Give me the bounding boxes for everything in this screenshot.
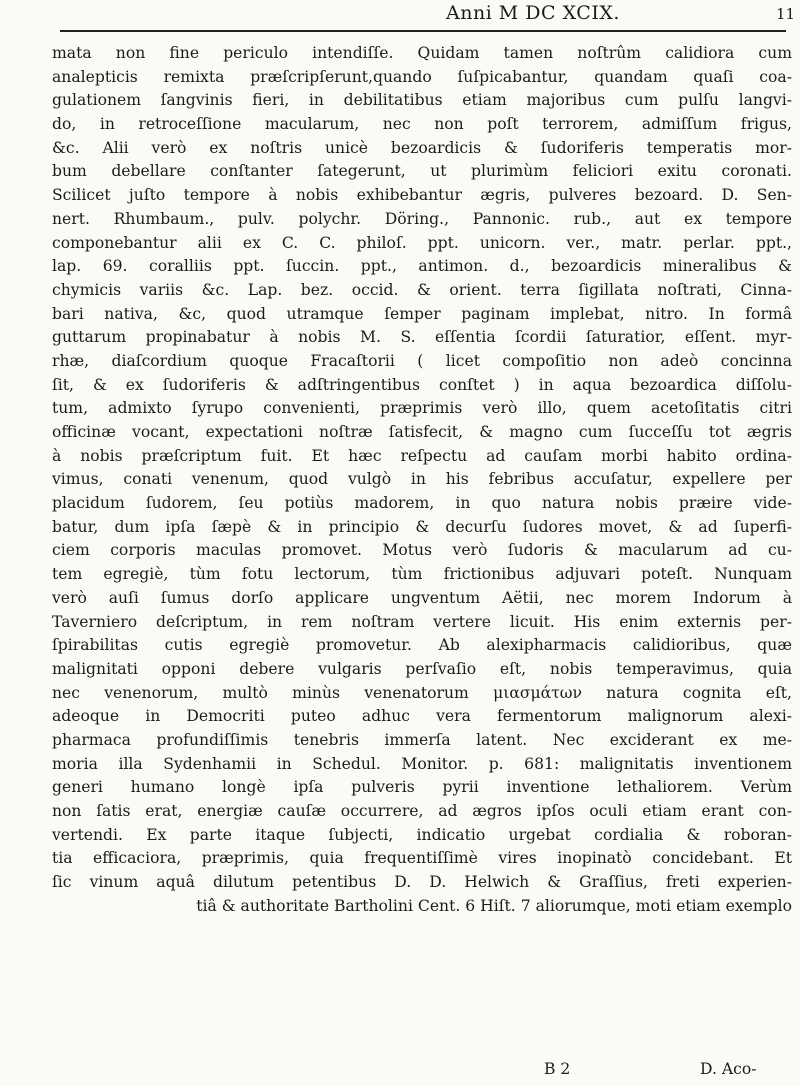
text-line: tem egregiè, tùm fotu lectorum, tùm frictionibus adjuvari poteſt. Nunquam [52,565,792,584]
page-footer [0,1060,800,1084]
text-line: componebantur alii ex C. C. philoſ. ppt. unicorn. ver., matr. perlar. ppt., [52,233,792,252]
text-line: mata non fine periculo intendiſſe. Quidam tamen noſtrûm calidiora cum [52,44,792,62]
text-line: verò auſi ſumus dorſo applicare ungventum Aëtii, nec morem Indorum à [52,588,792,607]
body-text [52,42,792,918]
text-line: gulationem ſangvinis fieri, in debilitatibus etiam majoribus cum pulſu langvi- [52,91,792,110]
text-line: vertendi. Ex parte itaque ſubjecti, indicatio urgebat cordialia & roboran- [52,825,792,844]
text-line: tum, admixto ſyrupo convenienti, præprimis verò illo, quem acetoſitatis citri [52,399,792,418]
text-line: ſic vinum aquâ dilutum petentibus D. D. Helwich & Graſſius, freti experien- [52,873,792,892]
text-line: do, in retroceſſione macularum, nec non poſt terrorem, admiſſum frigus, [52,115,792,134]
text-line: chymicis variis &c. Lap. bez. occid. & orient. terra ſigillata noſtrati, Cinna- [52,280,792,299]
catchword: D. Aco- [700,1060,757,1078]
header-rule [60,30,786,32]
text-line: adeoque in Democriti puteo adhuc vera fermentorum malignorum alexi- [52,707,792,726]
text-line: pharmaca profundiſſimis tenebris immerſa latent. Nec exciderant ex me- [52,730,792,749]
text-line: &c. Alii verò ex noſtris unicè bezoardicis & ſudoriferis temperatis mor- [52,138,792,157]
text-line: bum debellare conſtanter ſategerunt, ut plurimùm feliciori exitu coronati. [52,162,792,181]
text-line: placidum ſudorem, ſeu potiùs madorem, in quo natura nobis præire vide- [52,494,792,513]
text-line: tiâ & authoritate Bartholini Cent. 6 Hiſt. 7 aliorumque, moti etiam exemplo [196,896,792,915]
text-line: batur, dum ipſa ſæpè & in principio & decurſu ſudores movet, & ad ſuperfi- [52,517,792,536]
text-line: malignitati opponi debere vulgaris perſvaſio eſt, nobis temperavimus, quia [52,659,792,678]
text-line: analepticis remixta præſcripſerunt,quando ſuſpicabantur, quandam quaſi coa- [52,67,792,86]
text-line: bari nativa, &c, quod utramque ſemper paginam implebat, nitro. In formâ [52,304,792,323]
text-line: nert. Rhumbaum., pulv. polychr. Döring., Pannonic. rub., aut ex tempore [52,209,792,228]
text-line: tia efficaciora, præprimis, quia frequentiſſimè vires inopinatò concidebant. Et [52,849,792,868]
text-line: guttarum propinabatur à nobis M. S. eſſentia ſcordii ſaturatior, eſſent. myr- [52,328,792,347]
text-line: ſit, & ex ſudoriferis & adſtringentibus conſtet ) in aqua bezoardica diſſolu- [52,375,792,394]
text-line: Taverniero deſcriptum, in rem noſtram vertere licuit. His enim externis per- [52,612,792,631]
text-line: à nobis præſcriptum fuit. Et hæc reſpectu ad cauſam morbi habito ordina- [52,446,792,465]
page-header [0,2,800,30]
text-line: Scilicet juſto tempore à nobis exhibebantur ægris, pulveres bezoard. D. Sen- [52,186,792,205]
text-line: generi humano longè ipſa pulveris pyrii inventione lethaliorem. Verùm [52,778,792,797]
text-line: nec venenorum, multò minùs venenatorum μιασμάτων natura cognita eſt, [52,683,792,702]
page-number: 11 [776,5,796,23]
signature-mark: B 2 [544,1060,571,1078]
text-line: vimus, conati venenum, quod vulgò in his febribus accuſatur, expellere per [52,470,792,489]
text-line: ciem corporis maculas promovet. Motus verò ſudoris & macularum ad cu- [52,541,792,560]
running-head: Anni M DC XCIX. [446,2,620,24]
text-line: moria illa Sydenhamii in Schedul. Monitor. p. 681: malignitatis inventionem [52,754,792,773]
text-line: rhæ, diaſcordium quoque Fracaſtorii ( licet compoſitio non adeò concinna [52,351,792,370]
text-line: ſpirabilitas cutis egregiè promovetur. Ab alexipharmacis calidioribus, quæ [52,636,792,655]
text-line: officinæ vocant, expectationi noſtræ ſatisfecit, & magno cum ſucceſſu tot ægris [52,423,792,441]
text-line: non ſatis erat, energiæ cauſæ occurrere, ad ægros ipſos oculi etiam erant con- [52,802,792,820]
text-line: lap. 69. coralliis ppt. ſuccin. ppt., antimon. d., bezoardicis mineralibus & [52,257,792,276]
